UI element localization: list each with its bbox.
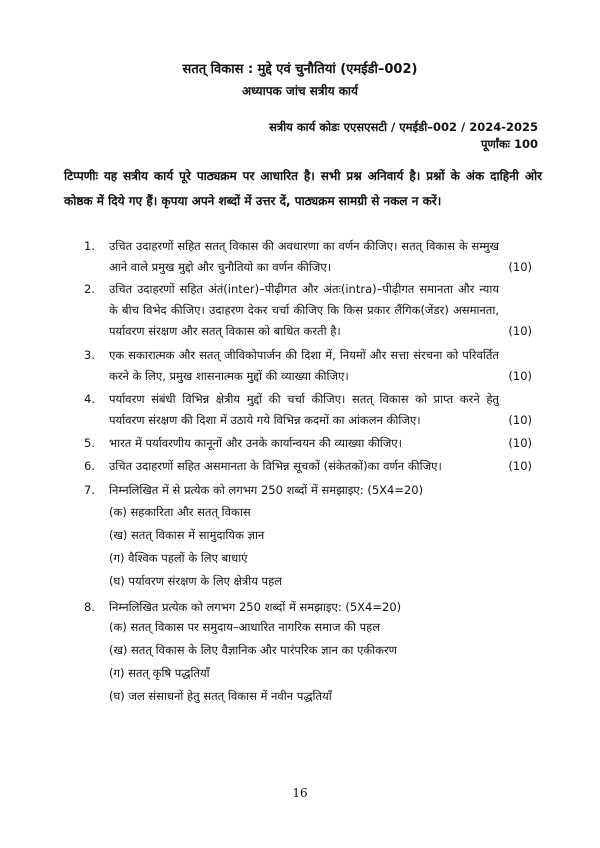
max-marks: पूर्णांकः 100 (481, 137, 538, 151)
assignment-subtitle: अध्यापक जांच सत्रीय कार्य (241, 84, 359, 98)
q8-part-a: (क) सतत् विकास पर समुदाय–आधारित नागरिक समाज की पहल (109, 620, 381, 634)
q7-part-a: (क) सहकारिता और सतत् विकास (109, 505, 251, 519)
question-number: 8. (84, 600, 95, 614)
q8-part-d: (घ) जल संसाधनों हेतु सतत् विकास में नवीन पद्धतियाँ (109, 689, 332, 703)
question-marks: (10) (508, 324, 532, 338)
q7-part-d: (घ) पर्यावरण संरक्षण के लिए क्षेत्रीय पहल (109, 574, 282, 588)
q8-part-b: (ख) सतत् विकास के लिए वैज्ञानिक और पारंपरिक ज्ञान का एकीकरण (109, 643, 397, 657)
question-number: 1. (84, 239, 95, 253)
question-number: 5. (84, 436, 95, 450)
question-7 (84, 480, 552, 501)
question-text: उचित उदाहरणों सहित असमानता के विभिन्न सूचकों (संकेतकों)का वर्णन कीजिए। (109, 459, 442, 473)
question-1 (84, 236, 552, 278)
question-3 (84, 345, 552, 387)
question-5 (84, 433, 552, 454)
q8-part-c: (ग) सतत् कृषि पद्धतियाँ (109, 666, 210, 680)
question-4 (84, 389, 552, 431)
q7-part-b: (ख) सतत् विकास में सामुदायिक ज्ञान (109, 528, 265, 542)
question-text: उचित उदाहरणों सहित सतत् विकास की अवधारणा का वर्णन कीजिए। सतत् विकास के सम्मुख आने वाले प्रमुख मुद्दो और चुनौतियो का वर्णन कीजिए। (109, 239, 499, 274)
course-title: सतत् विकास : मुद्दे एवं चुनौतियां (एमईडी–002) (182, 62, 418, 77)
question-2 (84, 279, 552, 342)
question-text: एक सकारात्मक और सतत् जीविकोपार्जन की दिशा में, नियमों और सत्ता संरचना को परिवर्तित करने के लिए, प्रमुख शासनात्मक मुद्दों की व्याख्या कीजिए। (109, 348, 499, 383)
question-number: 4. (84, 392, 95, 406)
question-text: उचित उदाहरणों सहित अंतं(inter)–पीढ़ीगत और अंतः(intra)–पीढ़ीगत समानता और न्याय के बीच विभेद कीजिए। उदाहरण देकर चर्चा कीजिए कि किस प्रकार लैंगिक(जेंडर) असमानता, पर्यावरण संरक्षण और सतत् विकास को बाधित करती है। (109, 282, 499, 338)
question-6 (84, 456, 552, 477)
assignment-code: सत्रीय कार्य कोडः एएसएसटी / एमईडी–002 / 2024-2025 (269, 120, 538, 134)
question-text: पर्यावरण संबंधी विभिन्न क्षेत्रीय मुद्दों की चर्चा कीजिए। सतत् विकास को प्राप्त करने हेतु पर्यावरण संरक्षण की दिशा में उठाये गये विभिन्न कदमों का आंकलन कीजिए। (109, 392, 499, 427)
question-text: निम्नलिखित में से प्रत्येक को लगभग 250 शब्दों में समझाइए: (5X4=20) (109, 483, 424, 497)
question-number: 6. (84, 459, 95, 473)
question-marks: (10) (508, 413, 532, 427)
page-number: 16 (292, 786, 308, 800)
question-number: 3. (84, 348, 95, 362)
question-marks: (10) (508, 436, 532, 450)
question-number: 7. (84, 483, 95, 497)
question-number: 2. (84, 282, 95, 296)
question-text: भारत में पर्यावरणीय कानूनों और उनके कार्यान्वयन की व्याख्या कीजिए। (109, 436, 403, 450)
question-marks: (10) (508, 260, 532, 274)
question-marks: (10) (508, 459, 532, 473)
q7-part-c: (ग) वैश्विक पहलों के लिए बाधाएं (109, 551, 248, 565)
question-8 (84, 597, 552, 618)
question-text: निम्नलिखित प्रत्येक को लगभग 250 शब्दों में समझाइए: (5X4=20) (109, 600, 402, 614)
instruction-note: टिप्पणीः यह सत्रीय कार्य पूरे पाठ्यक्रम पर आधारित है। सभी प्रश्न अनिवार्य है। प्रश्नों के अंक दाहिनी ओर कोष्ठक में दिये गए हैं। कृपया अपने शब्दों में उत्तर दें, पाठ्यक्रम सामग्री से नकल न करें। (64, 169, 542, 208)
question-marks: (10) (508, 369, 532, 383)
